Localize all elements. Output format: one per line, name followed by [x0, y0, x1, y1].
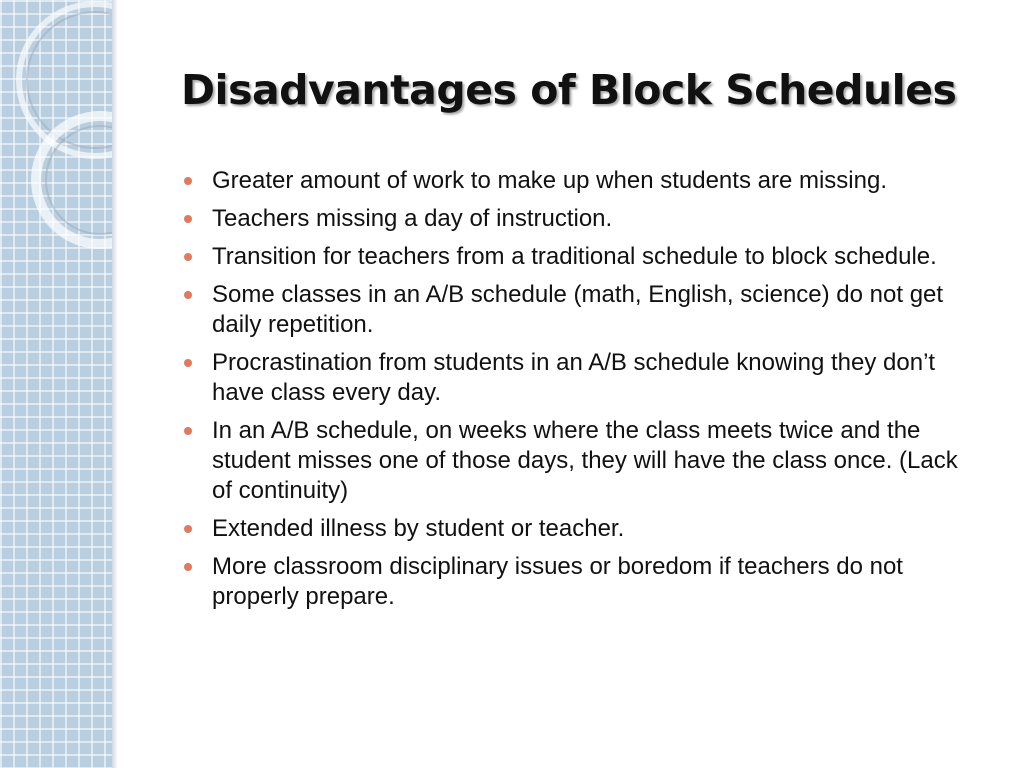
bullet-text: Teachers missing a day of instruction. — [212, 205, 613, 232]
bullet-text: Transition for teachers from a traditional schedule to block schedule. — [212, 243, 937, 270]
bullet-text: More classroom disciplinary issues or boredom if teachers do not properly prepare. — [212, 553, 903, 610]
bullet-item — [182, 242, 982, 272]
bullet-item — [182, 514, 982, 544]
bullet-dot-icon — [184, 525, 192, 533]
bullet-dot-icon — [184, 253, 192, 261]
bullet-text: Some classes in an A/B schedule (math, English, science) do not get daily repetition. — [212, 281, 944, 338]
bullet-dot-icon — [184, 215, 192, 223]
slide-title: Disadvantages of Block Schedules — [181, 66, 957, 114]
bullet-item — [182, 348, 982, 408]
bullet-dot-icon — [184, 291, 192, 299]
bullet-text: In an A/B schedule, on weeks where the class meets twice and the student misses one of those days, they will have the class once. (Lack of continuity) — [212, 417, 958, 504]
bullet-dot-icon — [184, 427, 192, 435]
bullet-list — [182, 166, 982, 620]
decorative-side-panel — [0, 0, 112, 768]
bullet-text: Greater amount of work to make up when students are missing. — [212, 167, 887, 194]
side-panel-edge — [112, 0, 118, 768]
bullet-text: Procrastination from students in an A/B schedule knowing they don’t have class every day. — [212, 349, 936, 406]
decorative-circles-graphic — [0, 0, 112, 768]
bullet-dot-icon — [184, 359, 192, 367]
bullet-item — [182, 204, 982, 234]
bullet-item — [182, 166, 982, 196]
bullet-dot-icon — [184, 177, 192, 185]
bullet-text: Extended illness by student or teacher. — [212, 515, 625, 542]
bullet-dot-icon — [184, 563, 192, 571]
bullet-item — [182, 280, 982, 340]
bullet-item — [182, 552, 982, 612]
bullet-item — [182, 416, 982, 506]
